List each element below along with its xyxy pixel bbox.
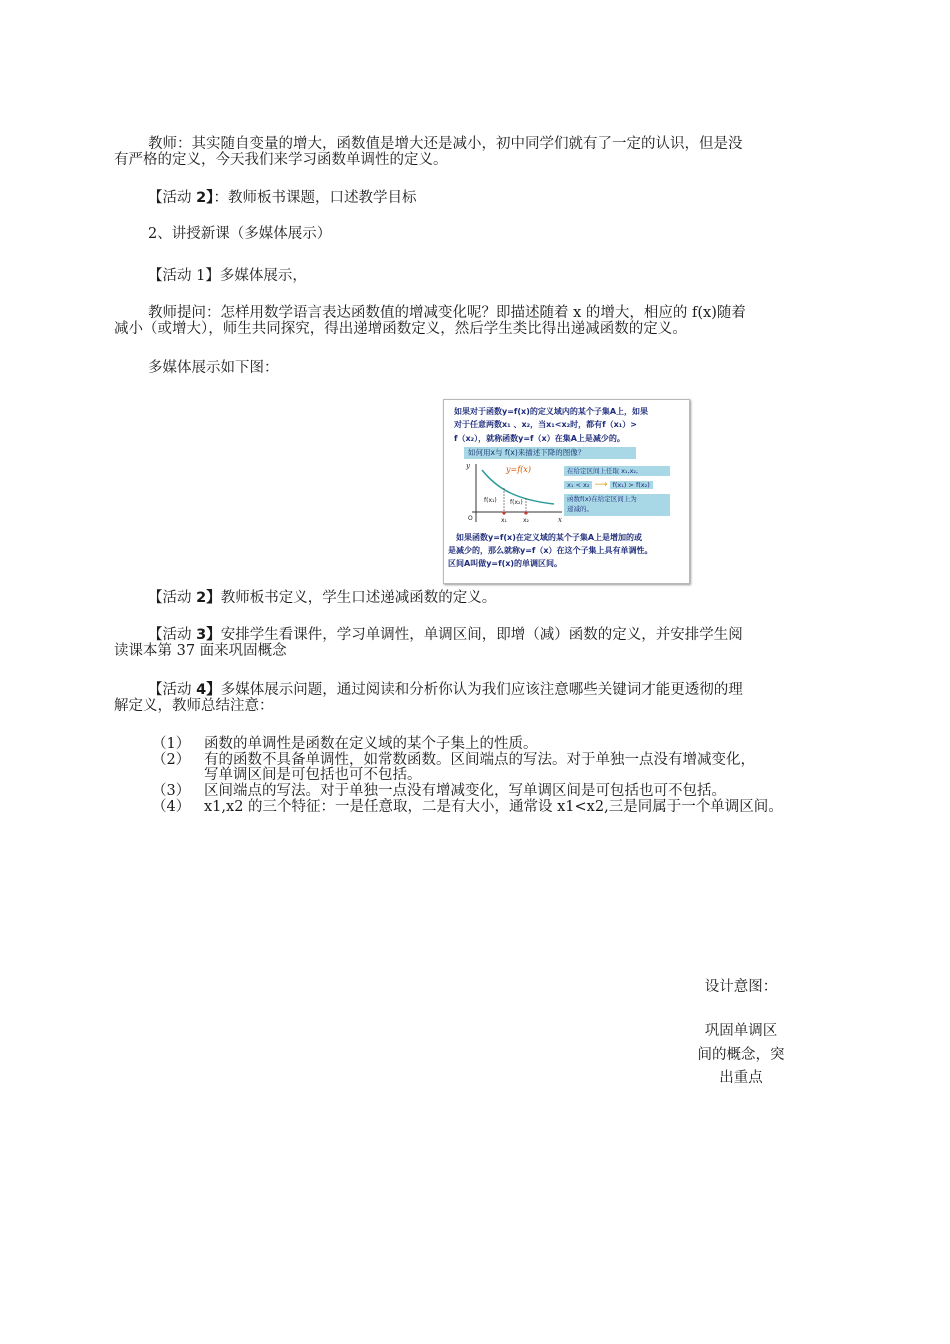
graph-fx1-label: f(x₁) — [484, 497, 497, 504]
question-line-1: 教师提问：怎样用数学语言表达函数值的增减变化呢？即描述随着 x 的增大，相应的 f(x)随着 — [148, 305, 746, 321]
implies-arrow-icon: ⟶ — [594, 480, 608, 490]
media-caption: 多媒体展示如下图： — [148, 360, 279, 376]
design-intent-line-2: 间的概念，突 — [697, 1047, 785, 1063]
question-line-2: 减小（或增大），师生共同探究，得出递增函数定义，然后学生类比得出递减函数的定义。 — [114, 321, 687, 337]
design-intent-title: 设计意图： — [704, 979, 778, 995]
slide-bottom-line-1: 如果函数y=f(x)在定义域的某个子集A上是增加的或 — [456, 533, 643, 542]
intro-line-1: 教师：其实随自变量的增大，函数值是增大还是减小，初中同学们就有了一定的认识，但是没 — [148, 136, 743, 152]
slide-def-line-1: 如果对于函数y=f(x)的定义域内的某个子集A上，如果 — [454, 407, 649, 416]
slide-def-line-2: 对于任意两数x₁ 、x₂，当x₁<x₂时，都有f（x₁）> — [454, 420, 637, 429]
decreasing-graph — [458, 460, 568, 526]
graph-curve-label: y=f(x) — [506, 465, 531, 474]
slide-conclusion-line-2: 递减的。 — [567, 505, 593, 513]
x1-point — [502, 511, 505, 514]
list-item-number: （2） — [152, 752, 191, 768]
graph-origin: O — [468, 515, 473, 522]
list-item-text: x1,x2 的三个特征：一是任意取，二是有大小，通常设 x1<x2,三是同属于一个单调区间。 — [204, 799, 783, 815]
slide-bottom-line-3: 区间A叫做y=f(x)的单调区间。 — [448, 559, 563, 568]
list-item-text: 区间端点的写法。对于单独一点没有增减变化，写单调区间是可包括也可不包括。 — [204, 783, 726, 799]
multimedia-slide — [443, 399, 690, 584]
activity-4-line-2: 解定义，教师总结注意： — [114, 698, 274, 714]
design-intent-line-1: 巩固单调区 — [704, 1023, 778, 1039]
list-item-number: （1） — [152, 736, 191, 752]
graph-x1-label: x₁ — [501, 517, 507, 524]
slide-bottom-line-2: 是减少的，那么就称y=f（x）在这个子集上具有单调性。 — [448, 546, 653, 555]
list-item-text: 有的函数不具备单调性，如常数函数。区间端点的写法。对于单独一点没有增减变化， — [204, 752, 755, 768]
slide-box-take-points: 在给定区间上任取 x₁,x₂, — [564, 466, 670, 476]
slide-conclusion-line-1: 函数f(x)在给定区间上为 — [567, 495, 637, 503]
activity-4-line-1: 【活动 4】多媒体展示问题，通过阅读和分析你认为我们应该注意哪些关键词才能更透彻的理 — [148, 682, 743, 698]
list-item-number: （4） — [152, 799, 191, 815]
slide-question-band: 如何用x与 f(x)来描述下降的图像？ — [464, 447, 636, 459]
slide-box-fx-order: f(x₁) > f(x₂) — [610, 481, 653, 489]
activity-1-title: 【活动 1】多媒体展示， — [148, 268, 307, 284]
activity-2b-title: 【活动 2】教师板书定义，学生口述递减函数的定义。 — [148, 590, 497, 606]
graph-y-label: y — [466, 462, 470, 470]
list-item-number: （3） — [152, 783, 191, 799]
graph-fx2-label: f(x₂) — [510, 499, 523, 506]
design-intent-line-3: 出重点 — [719, 1070, 763, 1086]
lecture-heading: 2、讲授新课（多媒体展示） — [148, 226, 332, 242]
activity-2-title: 【活动 2】：教师板书课题，口述教学目标 — [148, 190, 417, 206]
intro-line-2: 有严格的定义，今天我们来学习函数单调性的定义。 — [114, 152, 448, 168]
activity-3-line-1: 【活动 3】安排学生看课件，学习单调性，单调区间，即增（减）函数的定义，并安排学生阅 — [148, 627, 743, 643]
graph-x-label: x — [558, 516, 562, 524]
list-item-text: 写单调区间是可包括也可不包括。 — [204, 767, 422, 783]
activity-3-line-2: 读课本第 37 面来巩固概念 — [114, 643, 287, 659]
slide-implication-row — [564, 480, 670, 491]
x2-point — [524, 511, 527, 514]
list-item-text: 函数的单调性是函数在定义域的某个子集上的性质。 — [204, 736, 538, 752]
slide-box-x-order: x₁ < x₂ — [564, 481, 592, 489]
slide-def-line-3: f（x₂），就称函数y=f（x）在集A上是减少的。 — [454, 434, 625, 443]
slide-box-conclusion — [564, 494, 670, 516]
graph-x2-label: x₂ — [523, 517, 529, 524]
